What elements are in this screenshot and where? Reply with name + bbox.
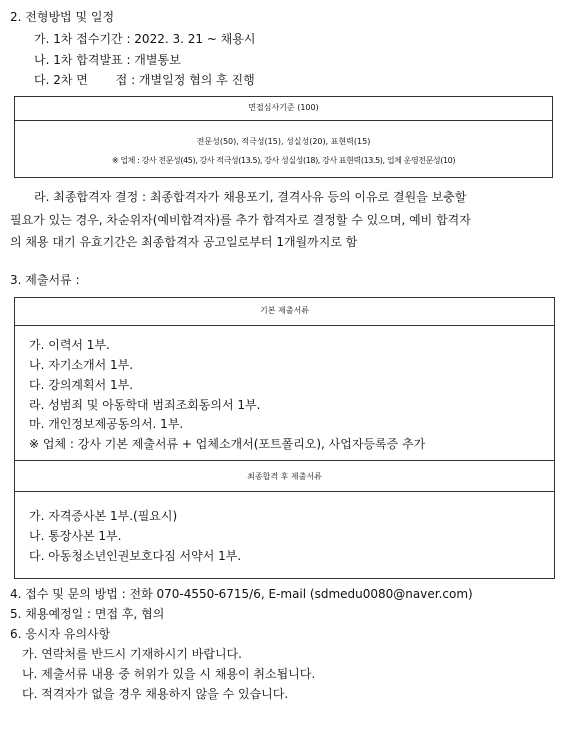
final-section-top-divider — [15, 460, 554, 461]
final-doc-pledge: 다. 아동청소년인권보호다짐 서약서 1부. — [29, 549, 242, 563]
section-6-title: 6. 응시자 유의사항 — [10, 627, 111, 641]
basic-header-divider — [15, 325, 554, 326]
notice-item-contact: 가. 연락처를 반드시 기재하시기 바랍니다. — [22, 647, 242, 661]
final-selection-line2: 필요가 있는 경우, 차순위자(예비합격자)를 추가 합격자로 결정할 수 있으며, 예비 합격자 — [10, 213, 471, 227]
notice-item-false-info: 나. 제출서류 내용 중 허위가 있을 시 채용이 취소됩니다. — [22, 667, 316, 681]
basic-documents-header: 기본 제출서류 — [260, 306, 309, 315]
schedule-item-first-result: 나. 1차 합격발표 : 개별통보 — [34, 53, 181, 67]
notice-item-no-candidate: 다. 적격자가 없을 경우 채용하지 않을 수 있습니다. — [22, 687, 289, 701]
final-selection-line3: 의 채용 대기 유효기간은 최종합격자 공고일로부터 1개월까지로 함 — [10, 235, 358, 249]
basic-doc-company-note: ※ 업체 : 강사 기본 제출서류 + 업체소개서(포트폴리오), 사업자등록증 추가 — [29, 437, 426, 451]
criteria-company-weights: ※ 업체 : 강사 전문성(45), 강사 적극성(13.5), 강사 성실성(18), 강사 표현력(13.5), 업체 운영전문성(10) — [111, 156, 456, 165]
final-doc-certificate: 가. 자격증사본 1부.(필요시) — [29, 509, 178, 523]
schedule-item-interview: 다. 2차 면 접 : 개별일정 협의 후 진행 — [34, 73, 255, 87]
interview-criteria-box — [14, 96, 553, 178]
final-doc-bankbook: 나. 통장사본 1부. — [29, 529, 122, 543]
criteria-weights: 전문성(50), 적극성(15), 성실성(20), 표현력(15) — [196, 137, 371, 146]
section-2-title: 2. 전형방법 및 일정 — [10, 10, 115, 24]
basic-doc-self-intro: 나. 자기소개서 1부. — [29, 358, 134, 372]
documents-box — [14, 297, 555, 579]
basic-doc-crime-check-consent: 라. 성범죄 및 아동학대 범죄조회동의서 1부. — [29, 398, 261, 412]
criteria-divider — [15, 120, 552, 121]
final-documents-header: 최종합격 후 제출서류 — [247, 472, 322, 481]
interview-criteria-header: 면접심사기준 (100) — [248, 103, 319, 112]
basic-doc-resume: 가. 이력서 1부. — [29, 338, 110, 352]
basic-doc-lecture-plan: 다. 강의계획서 1부. — [29, 378, 134, 392]
schedule-item-application-period: 가. 1차 접수기간 : 2022. 3. 21 ~ 채용시 — [34, 32, 256, 46]
basic-doc-privacy-consent: 마. 개인정보제공동의서. 1부. — [29, 417, 184, 431]
final-selection-line1: 라. 최종합격자 결정 : 최종합격자가 채용포기, 결격사유 등의 이유로 결원을 보충할 — [34, 190, 467, 204]
section-5-hiring-date: 5. 채용예정일 : 면접 후, 협의 — [10, 607, 165, 621]
final-header-divider — [15, 491, 554, 492]
section-3-title: 3. 제출서류 : — [10, 273, 80, 287]
section-4-contact: 4. 접수 및 문의 방법 : 전화 070-4550-6715/6, E-mail (sdmedu0080@naver.com) — [10, 587, 473, 601]
